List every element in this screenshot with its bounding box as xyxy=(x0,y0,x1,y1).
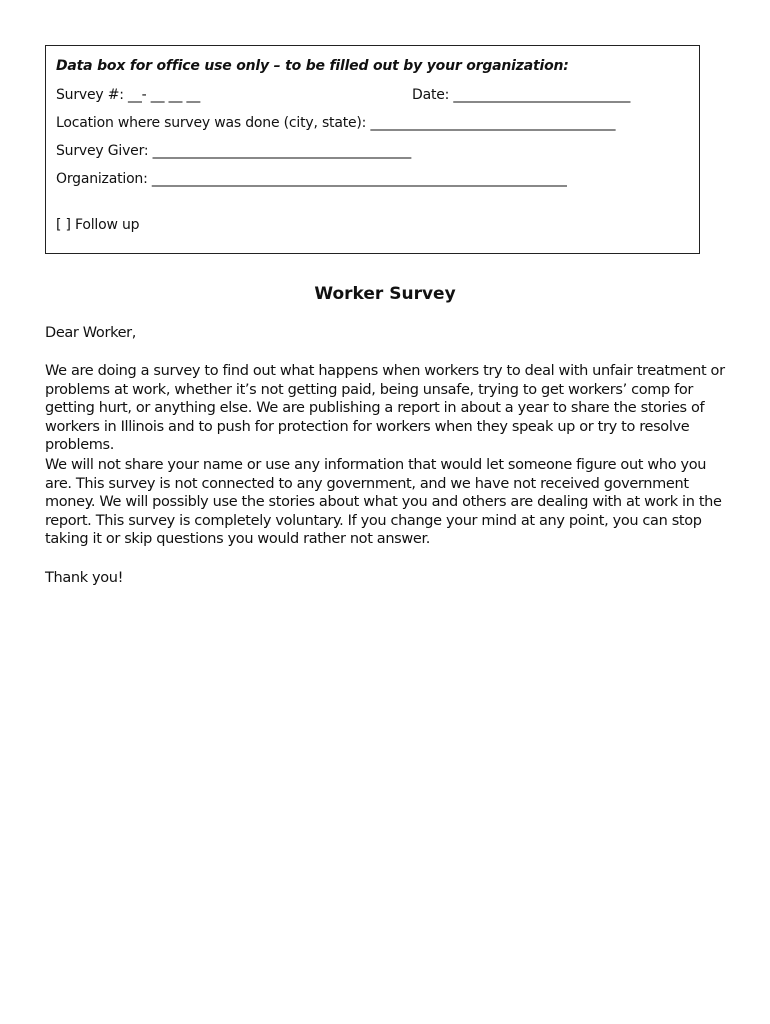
document-title: Worker Survey xyxy=(314,284,456,304)
closing-thanks: Thank you! xyxy=(45,570,124,586)
follow-up-checkbox: [ ] Follow up xyxy=(56,217,140,233)
office-use-data-box xyxy=(45,45,700,254)
survey-number-field: Survey #: __- __ __ __ xyxy=(56,87,201,103)
survey-giver-field: Survey Giver: ______________________________________ xyxy=(56,143,412,159)
greeting: Dear Worker, xyxy=(45,325,137,341)
intro-paragraph: We are doing a survey to find out what happens when workers try to deal with unfair treatment or problems at work, whether it’s not getting paid, being unsafe, trying to get workers’ comp for getting hurt, or anything else. We are publishing a report in about a year to share the stories of workers in Illinois and to push for protection for workers when they speak up or try to resolve problems. xyxy=(45,363,725,454)
office-box-title: Data box for office use only – to be filled out by your organization: xyxy=(56,58,569,74)
organization-field: Organization: _____________________________________________________________ xyxy=(56,171,567,187)
date-field: Date: __________________________ xyxy=(412,87,631,103)
privacy-paragraph: We will not share your name or use any information that would let someone figure out who you are. This survey is not connected to any government, and we have not received government money. We will possibly use the stories about what you and others are dealing with at work in the report. This survey is completely voluntary. If you change your mind at any point, you can stop taking it or skip questions you would rather not answer. xyxy=(45,457,722,548)
survey-location-field: Location where survey was done (city, state): ____________________________________ xyxy=(56,115,616,131)
